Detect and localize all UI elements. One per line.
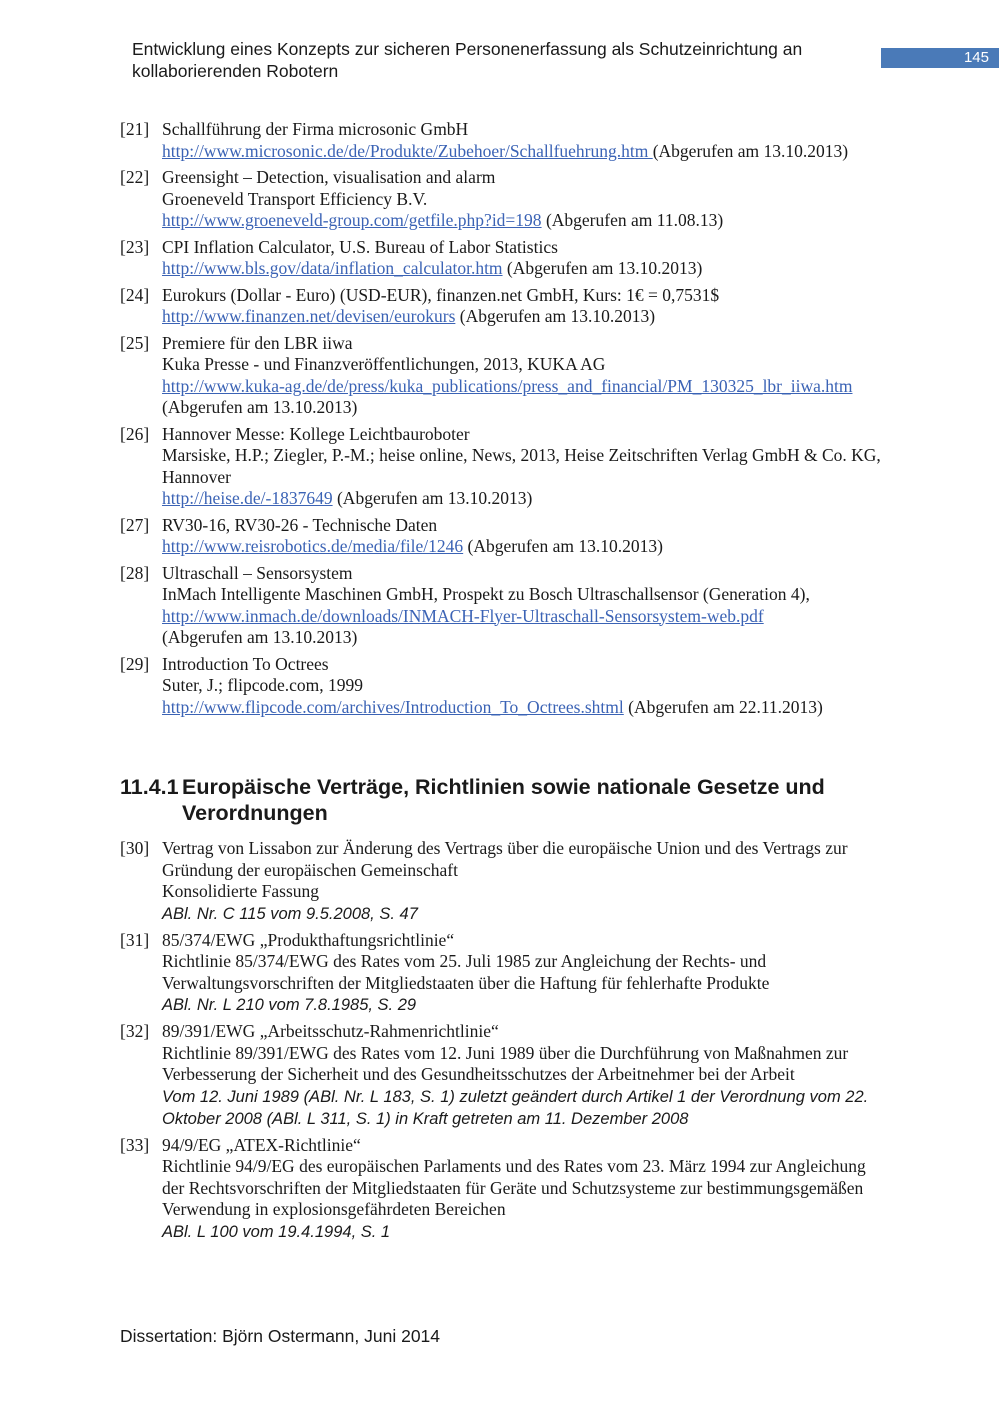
official-journal-citation: ABl. L 100 vom 19.4.1994, S. 1 [162, 1222, 391, 1241]
reference-number: [28] [120, 562, 150, 583]
reference-text-line: Kuka Presse - und Finanzveröffentlichungen, 2013, KUKA AG [162, 354, 606, 374]
reference-text-line: 89/391/EWG „Arbeitsschutz-Rahmenrichtlinie“ [162, 1021, 499, 1041]
reference-text-line: RV30-16, RV30-26 - Technische Daten [162, 514, 438, 535]
reference-text-line: Groeneveld Transport Efficiency B.V. [162, 188, 428, 209]
reference-number: [21] [120, 119, 150, 139]
reference-text-line: Ultraschall – Sensorsystem [162, 562, 353, 583]
reference-text-line: Eurokurs (Dollar - Euro) (USD-EUR), finanzen.net GmbH, Kurs: 1€ = 0,7531$ [162, 284, 720, 305]
reference-url-link[interactable]: http://www.finanzen.net/devisen/eurokurs [162, 306, 456, 326]
reference-text-line: CPI Inflation Calculator, U.S. Bureau of Labor Statistics [162, 236, 558, 257]
retrieval-date: (Abgerufen am 13.10.2013) [463, 536, 663, 556]
reference-entry [120, 654, 890, 719]
reference-body [162, 119, 890, 162]
page-footer: Dissertation: Björn Ostermann, Juni 2014 [120, 1326, 441, 1346]
reference-link-line [162, 306, 890, 328]
reference-text-line: Richtlinie 85/374/EWG des Rates vom 25. Juli 1985 zur Angleichung der Rechts- und Verwaltungsvorschriften der Mitgliedstaaten über die Haftung für fehlerhafte Produkte [162, 951, 770, 993]
reference-link-line [162, 376, 890, 419]
section-title: Europäische Verträge, Richtlinien sowie nationale Gesetze und Verordnungen [182, 775, 825, 825]
reference-text-line: Vertrag von Lissabon zur Änderung des Vertrags über die europäische Union und des Vertrags zur Gründung der europäischen Gemeinschaft [162, 838, 848, 880]
reference-number: [32] [120, 1021, 150, 1041]
reference-body [162, 167, 890, 232]
section-number: 11.4.1 [120, 775, 179, 799]
reference-text-line: Marsiske, H.P.; Ziegler, P.-M.; heise online, News, 2013, Heise Zeitschriften Verlag GmbH & Co. KG, Hannover [162, 445, 881, 487]
reference-link-line [162, 536, 890, 558]
reference-link-line [162, 697, 890, 719]
reference-number: [24] [120, 284, 150, 305]
reference-number: [27] [120, 514, 150, 535]
reference-number: [22] [120, 167, 150, 187]
official-journal-citation: ABl. Nr. C 115 vom 9.5.2008, S. 47 [162, 904, 418, 923]
retrieval-date: (Abgerufen am 13.10.2013) [162, 397, 358, 417]
reference-entry [120, 930, 890, 1017]
header-title-line-1: Entwicklung eines Konzepts zur sicheren Personenerfassung als Schutzeinrichtung an [132, 39, 803, 59]
retrieval-date: (Abgerufen am 11.08.13) [541, 210, 724, 230]
reference-text-line: InMach Intelligente Maschinen GmbH, Prospekt zu Bosch Ultraschallsensor (Generation 4), [162, 584, 810, 604]
reference-number: [30] [120, 838, 150, 858]
section-heading [120, 774, 880, 826]
reference-body [162, 1021, 890, 1130]
page-header [132, 38, 872, 82]
reference-entry [120, 333, 890, 419]
reference-entry [120, 237, 890, 280]
reference-list-legal [120, 838, 890, 1248]
reference-entry [120, 563, 890, 649]
reference-text-line: Introduction To Octrees [162, 653, 329, 674]
reference-text-line: Richtlinie 89/391/EWG des Rates vom 12. Juni 1989 über die Durchführung von Maßnahmen zur Verbesserung der Sicherheit und des Gesundheitsschutzes der Arbeitnehmer bei der Arbeit [162, 1042, 849, 1084]
reference-body [162, 285, 890, 328]
reference-body [162, 838, 890, 925]
header-title-line-2: kollaborierenden Robotern [132, 61, 339, 81]
reference-body [162, 930, 890, 1017]
reference-body [162, 237, 890, 280]
reference-url-link[interactable]: http://www.kuka-ag.de/de/press/kuka_publications/press_and_financial/PM_130325_lbr_iiwa.htm [162, 375, 853, 396]
reference-entry [120, 424, 890, 510]
reference-link-line [162, 606, 890, 628]
reference-text-line: Greensight – Detection, visualisation and alarm [162, 167, 496, 187]
reference-url-link[interactable]: http://www.flipcode.com/archives/Introduction_To_Octrees.shtml [162, 696, 624, 717]
page-number-badge: 145 [881, 48, 999, 68]
reference-number: [33] [120, 1134, 150, 1155]
reference-entry [120, 1135, 890, 1243]
reference-entry [120, 285, 890, 328]
reference-url-link[interactable]: http://www.reisrobotics.de/media/file/1246 [162, 536, 464, 556]
reference-body [162, 1135, 890, 1243]
retrieval-date: (Abgerufen am 13.10.2013) [455, 306, 656, 326]
reference-text-line: Schallführung der Firma microsonic GmbH [162, 119, 469, 139]
official-journal-citation: ABl. Nr. L 210 vom 7.8.1985, S. 29 [162, 996, 417, 1014]
reference-number: [29] [120, 653, 150, 674]
reference-url-link[interactable]: http://www.microsonic.de/de/Produkte/Zubehoer/Schallfuehrung.htm [162, 140, 653, 161]
retrieval-date: (Abgerufen am 13.10.2013) [162, 627, 358, 647]
reference-body [162, 563, 890, 649]
reference-text-line: Konsolidierte Fassung [162, 881, 320, 901]
reference-link-line [162, 210, 890, 232]
retrieval-date: (Abgerufen am 13.10.2013) [332, 488, 533, 508]
reference-body [162, 515, 890, 558]
reference-entry [120, 119, 890, 162]
official-journal-citation: Vom 12. Juni 1989 (ABl. Nr. L 183, S. 1) zuletzt geändert durch Artikel 1 der Verordnung vom 22. Oktober 2008 (ABl. L 311, S. 1) in Kraft getreten am 11. Dezember 2008 [162, 1087, 869, 1128]
reference-text-line: 85/374/EWG „Produkthaftungsrichtlinie“ [162, 929, 455, 950]
retrieval-date: (Abgerufen am 22.11.2013) [623, 696, 823, 717]
reference-number: [26] [120, 423, 150, 444]
reference-url-link[interactable]: http://www.inmach.de/downloads/INMACH-Flyer-Ultraschall-Sensorsystem-web.pdf [162, 605, 764, 626]
reference-body [162, 654, 890, 719]
reference-url-link[interactable]: http://heise.de/-1837649 [162, 488, 333, 508]
reference-entry [120, 838, 890, 925]
reference-text-line: Suter, J.; flipcode.com, 1999 [162, 675, 364, 695]
reference-text-line: Premiere für den LBR iiwa [162, 332, 353, 353]
reference-url-link[interactable]: http://www.groeneveld-group.com/getfile.php?id=198 [162, 210, 542, 230]
reference-link-line [162, 488, 890, 510]
reference-entry [120, 515, 890, 558]
retrieval-date: (Abgerufen am 13.10.2013) [502, 258, 703, 278]
retrieval-date: (Abgerufen am 13.10.2013) [652, 140, 849, 161]
reference-url-link[interactable]: http://www.bls.gov/data/inflation_calculator.htm [162, 258, 503, 278]
reference-number: [23] [120, 236, 150, 257]
reference-body [162, 424, 890, 510]
reference-number: [25] [120, 332, 150, 353]
reference-entry [120, 1021, 890, 1130]
reference-link-line [162, 258, 890, 280]
reference-entry [120, 167, 890, 232]
reference-list-web [120, 119, 890, 723]
reference-text-line: Hannover Messe: Kollege Leichtbauroboter [162, 423, 470, 444]
reference-body [162, 333, 890, 419]
reference-number: [31] [120, 929, 150, 950]
reference-text-line: 94/9/EG „ATEX-Richtlinie“ [162, 1134, 361, 1155]
reference-link-line [162, 141, 890, 163]
reference-text-line: Richtlinie 94/9/EG des europäischen Parlaments und des Rates vom 23. März 1994 zur Angleichung der Rechtsvorschriften der Mitgliedstaaten für Geräte und Schutzsysteme zur bestimmungsgemäßen Verwendung in explosionsgefährdeten Bereichen [162, 1156, 866, 1219]
